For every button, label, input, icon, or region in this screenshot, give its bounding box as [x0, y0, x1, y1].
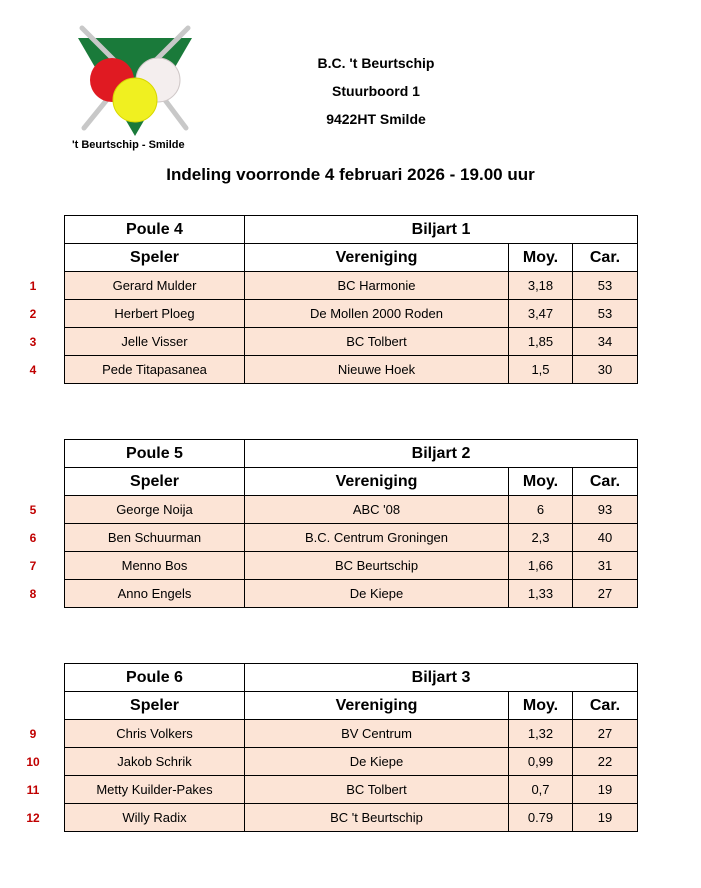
biljart-name: Biljart 2	[245, 440, 638, 468]
speler-cell: Pede Titapasanea	[65, 356, 245, 384]
vereniging-cell: BC 't Beurtschip	[245, 804, 509, 832]
poule-table	[64, 663, 638, 832]
biljart-name: Biljart 1	[245, 216, 638, 244]
poule-name: Poule 5	[65, 440, 245, 468]
row-number: 9	[29, 727, 37, 741]
row-number: 1	[29, 279, 37, 293]
car-cell: 30	[573, 356, 638, 384]
col-header-moy: Moy.	[509, 692, 573, 720]
logo-caption: 't Beurtschip - Smilde	[72, 139, 185, 151]
col-header-speler: Speler	[65, 244, 245, 272]
moy-cell: 1,5	[509, 356, 573, 384]
speler-cell: Willy Radix	[65, 804, 245, 832]
car-cell: 40	[573, 524, 638, 552]
car-cell: 53	[573, 272, 638, 300]
col-header-moy: Moy.	[509, 468, 573, 496]
table-row	[65, 524, 638, 552]
speler-cell: Ben Schuurman	[65, 524, 245, 552]
table-row	[65, 552, 638, 580]
vereniging-cell: Nieuwe Hoek	[245, 356, 509, 384]
vereniging-cell: B.C. Centrum Groningen	[245, 524, 509, 552]
club-city: 9422HT Smilde	[326, 111, 426, 127]
speler-cell: Gerard Mulder	[65, 272, 245, 300]
car-cell: 19	[573, 804, 638, 832]
col-header-vereniging: Vereniging	[245, 468, 509, 496]
col-header-vereniging: Vereniging	[245, 692, 509, 720]
vereniging-cell: BV Centrum	[245, 720, 509, 748]
table-row	[65, 328, 638, 356]
speler-cell: Jelle Visser	[65, 328, 245, 356]
poule-name: Poule 6	[65, 664, 245, 692]
speler-cell: Jakob Schrik	[65, 748, 245, 776]
car-cell: 19	[573, 776, 638, 804]
moy-cell: 3,18	[509, 272, 573, 300]
club-street: Stuurboord 1	[332, 83, 420, 99]
row-number: 6	[29, 531, 37, 545]
table-row	[65, 804, 638, 832]
vereniging-cell: BC Tolbert	[245, 328, 509, 356]
table-row	[65, 720, 638, 748]
moy-cell: 0,7	[509, 776, 573, 804]
vereniging-cell: De Mollen 2000 Roden	[245, 300, 509, 328]
col-header-car: Car.	[573, 692, 638, 720]
col-header-moy: Moy.	[509, 244, 573, 272]
col-header-vereniging: Vereniging	[245, 244, 509, 272]
table-row	[65, 776, 638, 804]
moy-cell: 1,85	[509, 328, 573, 356]
logo-yellow-ball	[113, 78, 157, 122]
moy-cell: 1,66	[509, 552, 573, 580]
speler-cell: Herbert Ploeg	[65, 300, 245, 328]
vereniging-cell: De Kiepe	[245, 580, 509, 608]
col-header-speler: Speler	[65, 468, 245, 496]
car-cell: 27	[573, 720, 638, 748]
table-row	[65, 300, 638, 328]
poule-table	[64, 215, 638, 384]
table-row	[65, 580, 638, 608]
moy-cell: 1,32	[509, 720, 573, 748]
car-cell: 22	[573, 748, 638, 776]
speler-cell: Anno Engels	[65, 580, 245, 608]
moy-cell: 2,3	[509, 524, 573, 552]
moy-cell: 6	[509, 496, 573, 524]
row-number: 10	[26, 755, 40, 769]
row-number: 3	[29, 335, 37, 349]
row-number: 8	[29, 587, 37, 601]
col-header-speler: Speler	[65, 692, 245, 720]
car-cell: 31	[573, 552, 638, 580]
club-logo	[70, 24, 200, 136]
car-cell: 53	[573, 300, 638, 328]
vereniging-cell: ABC '08	[245, 496, 509, 524]
moy-cell: 0.79	[509, 804, 573, 832]
speler-cell: Metty Kuilder-Pakes	[65, 776, 245, 804]
table-row	[65, 272, 638, 300]
row-number: 5	[29, 503, 37, 517]
page-title: Indeling voorronde 4 februari 2026 - 19.00 uur	[166, 165, 535, 184]
col-header-car: Car.	[573, 244, 638, 272]
speler-cell: George Noija	[65, 496, 245, 524]
speler-cell: Menno Bos	[65, 552, 245, 580]
row-number: 4	[29, 363, 37, 377]
vereniging-cell: BC Beurtschip	[245, 552, 509, 580]
row-number: 11	[26, 783, 40, 797]
poule-table	[64, 439, 638, 608]
vereniging-cell: BC Harmonie	[245, 272, 509, 300]
car-cell: 93	[573, 496, 638, 524]
biljart-name: Biljart 3	[245, 664, 638, 692]
moy-cell: 1,33	[509, 580, 573, 608]
vereniging-cell: De Kiepe	[245, 748, 509, 776]
row-number: 7	[29, 559, 37, 573]
car-cell: 34	[573, 328, 638, 356]
table-row	[65, 496, 638, 524]
table-row	[65, 356, 638, 384]
row-number: 2	[29, 307, 37, 321]
table-row	[65, 748, 638, 776]
col-header-car: Car.	[573, 468, 638, 496]
moy-cell: 3,47	[509, 300, 573, 328]
club-name: B.C. 't Beurtschip	[317, 55, 435, 71]
speler-cell: Chris Volkers	[65, 720, 245, 748]
poule-name: Poule 4	[65, 216, 245, 244]
vereniging-cell: BC Tolbert	[245, 776, 509, 804]
car-cell: 27	[573, 580, 638, 608]
row-number: 12	[26, 811, 40, 825]
moy-cell: 0,99	[509, 748, 573, 776]
